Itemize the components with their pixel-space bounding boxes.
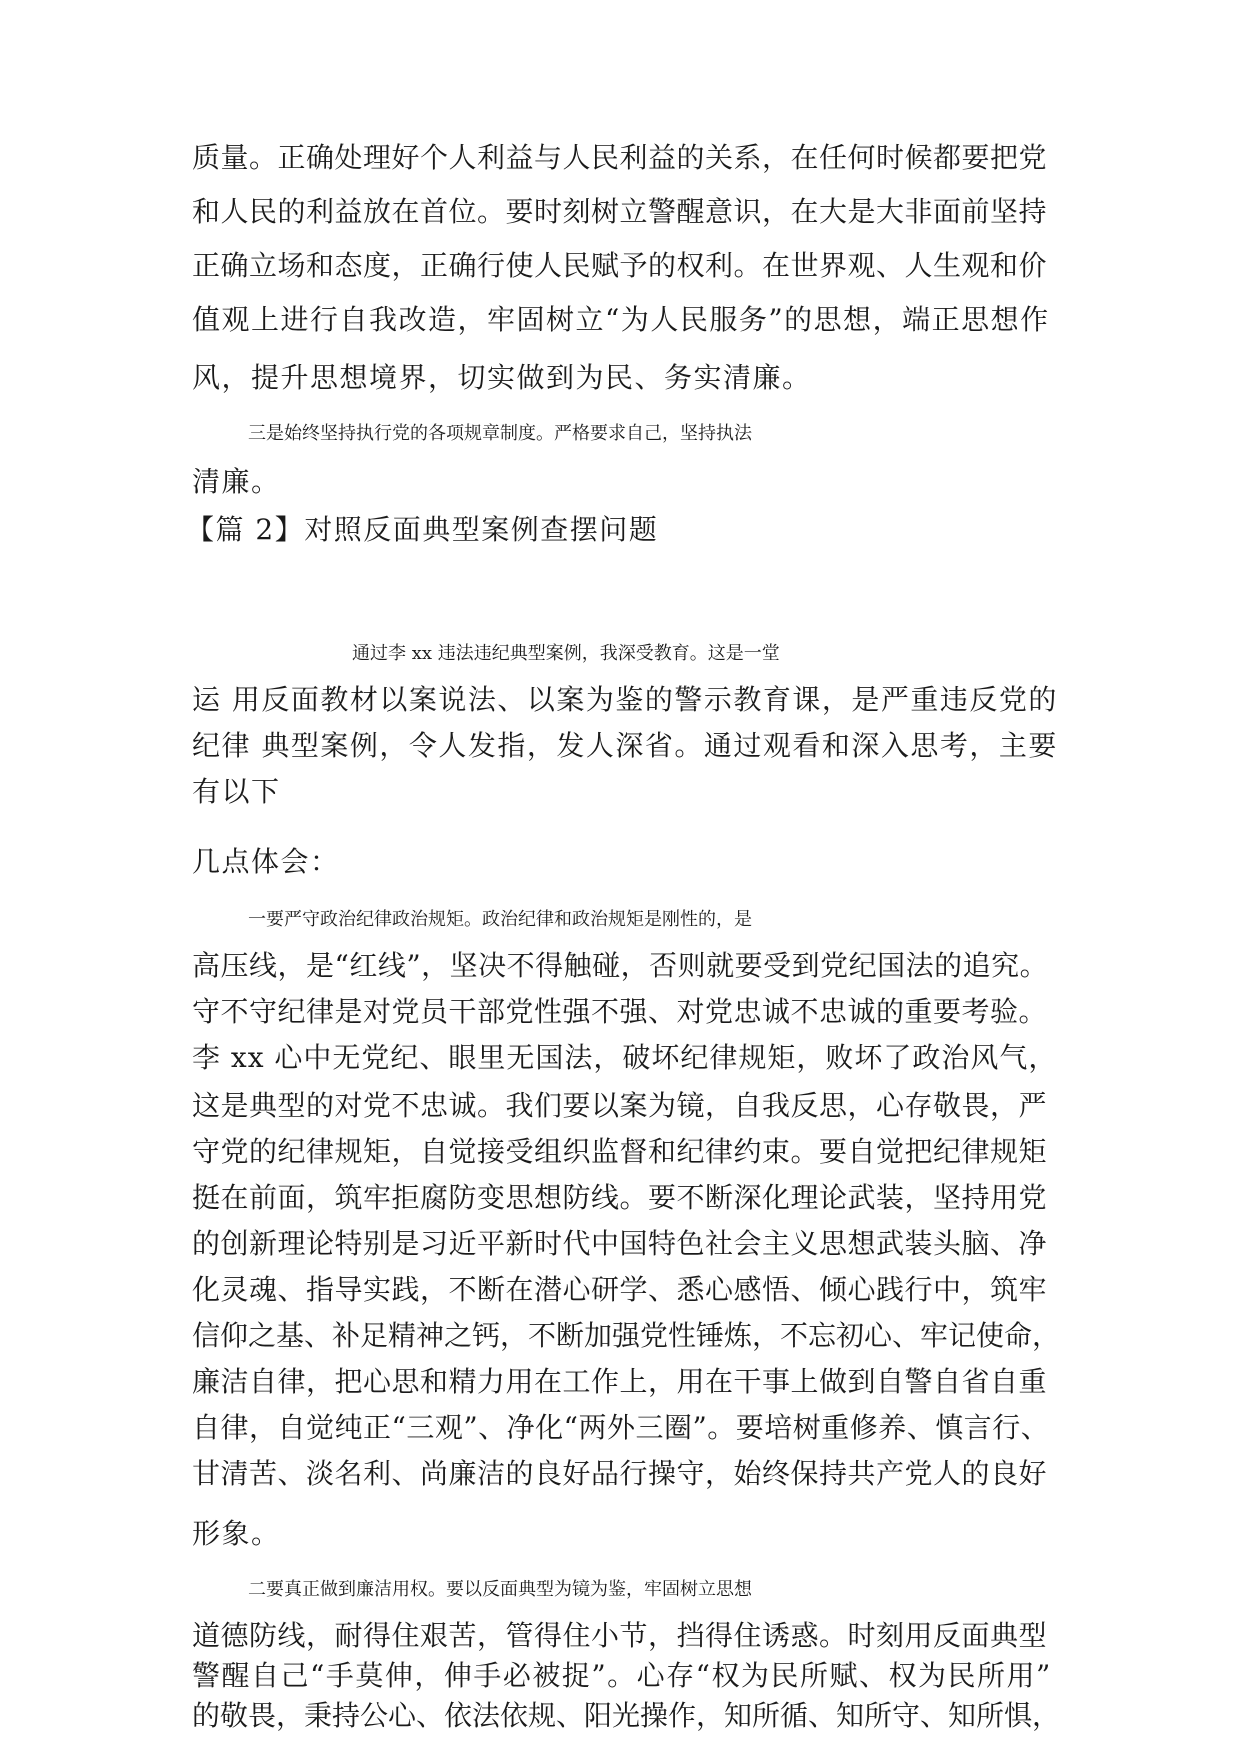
body-line: 正确立场和态度，正确行使人民赋予的权利。在世界观、人生观和价 [192, 249, 1048, 282]
body-line: 化灵魂、指导实践，不断在潜心研学、悉心感悟、倾心践行中，筑牢 [192, 1273, 1048, 1306]
body-line: 风，提升思想境界，切实做到为民、务实清廉。 [192, 361, 812, 394]
body-line: 一要严守政治纪律政治规矩。政治纪律和政治规矩是刚性的，是 [248, 909, 752, 930]
body-line: 的敬畏，秉持公心、依法依规、阳光操作，知所循、知所守、知所惧， [192, 1699, 1061, 1732]
body-line: 警醒自己“手莫伸，伸手必被捉”。心存“权为民所赋、权为民所用” [192, 1659, 1052, 1692]
body-line: 李 xx 心中无党纪、眼里无国法，破坏纪律规矩，败坏了政治风气， [192, 1041, 1058, 1074]
body-line: 的创新理论特别是习近平新时代中国特色社会主义思想武装头脑、净 [192, 1227, 1048, 1260]
body-line: 二要真正做到廉洁用权。要以反面典型为镜为鉴，牢固树立思想 [248, 1579, 752, 1600]
body-line: 通过李 xx 违法违纪典型案例，我深受教育。这是一堂 [352, 643, 780, 664]
body-line: 三是始终坚持执行党的各项规章制度。严格要求自己，坚持执法 [248, 423, 752, 444]
body-line: 这是典型的对党不忠诚。我们要以案为镜，自我反思，心存敬畏，严 [192, 1089, 1048, 1122]
body-line: 守不守纪律是对党员干部党性强不强、对党忠诚不忠诚的重要考验。 [192, 995, 1048, 1028]
section-heading: 【篇 2】对照反面典型案例查摆问题 [186, 513, 659, 546]
body-line: 自律，自觉纯正“三观”、净化“两外三圈”。要培树重修养、慎言行、 [192, 1411, 1050, 1444]
body-line: 挺在前面，筑牢拒腐防变思想防线。要不断深化理论武装，坚持用党 [192, 1181, 1048, 1214]
body-line: 道德防线，耐得住艰苦，管得住小节，挡得住诱惑。时刻用反面典型 [192, 1619, 1048, 1652]
body-line: 高压线，是“红线”，坚决不得触碰，否则就要受到党纪国法的追究。 [192, 949, 1049, 982]
body-line: 纪律 典型案例，令人发指，发人深省。通过观看和深入思考，主要 [192, 729, 1058, 762]
body-line: 值观上进行自我改造，牢固树立“为人民服务”的思想，端正思想作 [192, 303, 1050, 336]
body-line: 清廉。 [192, 465, 281, 498]
body-line: 甘清苦、淡名利、尚廉洁的良好品行操守，始终保持共产党人的良好 [192, 1457, 1048, 1490]
body-line: 信仰之基、补足精神之钙，不断加强党性锤炼，不忘初心、牢记使命， [192, 1319, 1061, 1352]
body-line: 几点体会： [192, 845, 340, 878]
body-line: 质量。正确处理好个人利益与人民利益的关系，在任何时候都要把党 [192, 141, 1048, 174]
body-line: 运 用反面教材以案说法、以案为鉴的警示教育课，是严重违反党的 [192, 683, 1058, 716]
body-line: 有以下 [192, 775, 281, 808]
body-line: 守党的纪律规矩，自觉接受组织监督和纪律约束。要自觉把纪律规矩 [192, 1135, 1048, 1168]
body-line: 和人民的利益放在首位。要时刻树立警醒意识，在大是大非面前坚持 [192, 195, 1048, 228]
body-line: 廉洁自律，把心思和精力用在工作上，用在干事上做到自警自省自重 [192, 1365, 1048, 1398]
body-line: 形象。 [192, 1517, 281, 1550]
